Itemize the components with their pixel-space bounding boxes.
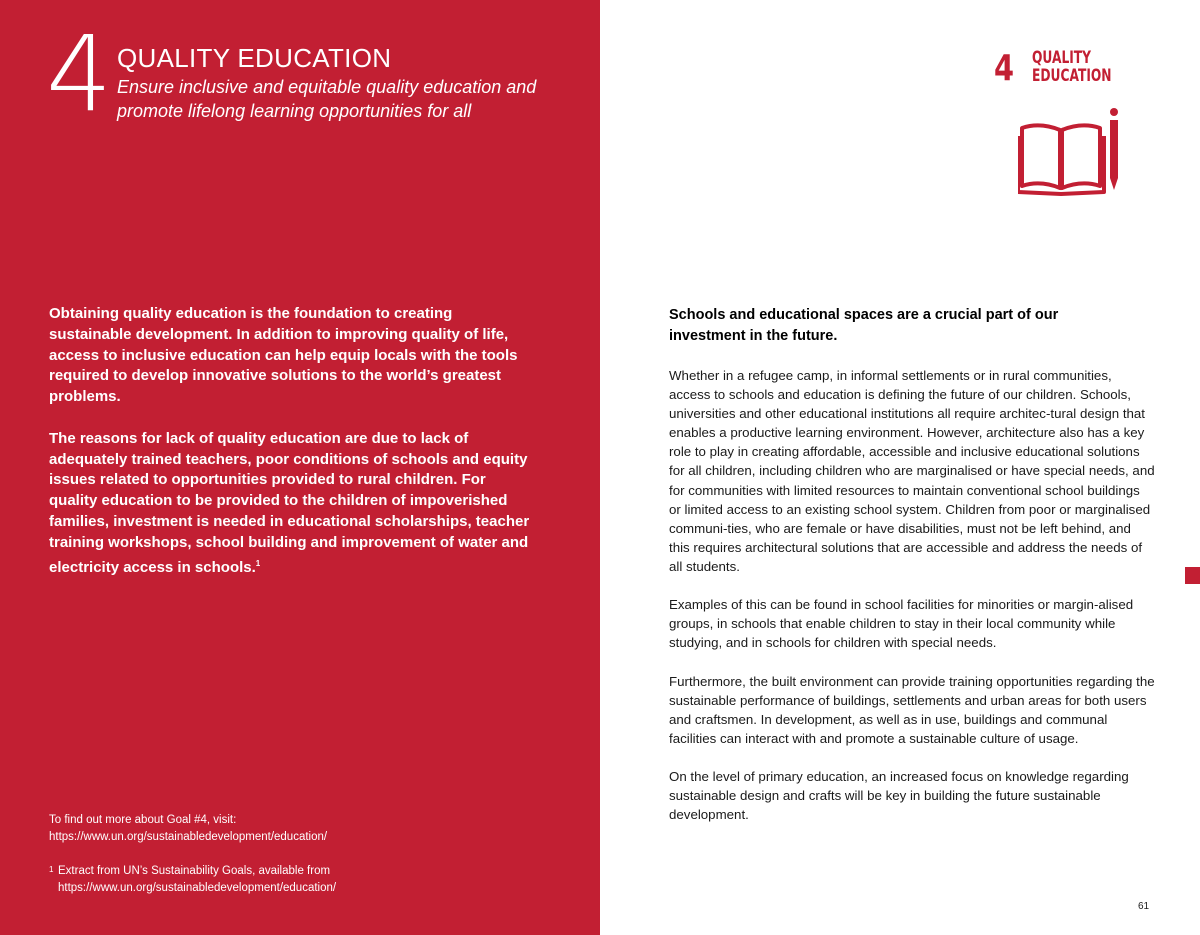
book-and-pencil-icon xyxy=(1018,106,1124,196)
more-info-label: To find out more about Goal #4, visit: xyxy=(49,814,237,826)
sdg-goal-badge xyxy=(994,46,1122,196)
body-paragraph: Whether in a refugee camp, in informal settlements or in rural communities, access to schools and education is defining the future of our children. Schools, universities and other educational institutions all require architec-tural design that enables a productive learning environment. However, architecture also has a key role to play in creating affordable, accessible and inclusive educational solutions for all children, including children who are marginalised or have special needs, and for communities with limited resources to maintain conventional school buildings or limited access to an existing school system. Children from poor or marginalised communi-ties, who are female or have disabilities, must not be left behind, and this requires architectural solutions that are accessible and address the needs of all students. xyxy=(669,368,1155,574)
body-text xyxy=(669,366,1155,843)
goal-title: QUALITY EDUCATION xyxy=(117,43,392,73)
chapter-tab-marker xyxy=(1185,567,1200,584)
body-paragraph: Examples of this can be found in school facilities for minorities or margin-alised groups, in schools that enable children to stay in their local community while studying, and in schools for children with special needs. xyxy=(669,597,1134,651)
footnote-ref: 1 xyxy=(255,558,261,568)
footnote-link[interactable]: https://www.un.org/sustainabledevelopment/education/ xyxy=(58,882,337,894)
footnote-1 xyxy=(49,863,549,897)
sdg-badge-number: 4 xyxy=(994,48,1015,89)
goal-number: 4 xyxy=(46,13,109,135)
intro-paragraph: The reasons for lack of quality education are due to lack of adequately trained teachers, poor conditions of schools and equity issues related to opportunities provided to rural children. For quality education to be provided to the children of impoverished families, investment is needed in educational scholarships, teacher training workshops, school building and improvement of water and electricity access in schools.$^1$ xyxy=(49,429,530,576)
intro-paragraph: Obtaining quality education is the foundation to creating sustainable development. In addition to improving quality of life, access to inclusive education can help equip locals with the tools required to develop innovative solutions to the world’s greatest problems. xyxy=(49,305,518,406)
body-paragraph: Furthermore, the built environment can provide training opportunities regarding the sustainable performance of buildings, settlements and urban areas for both users and craftsmen. In development, as well as in use, buildings and communal facilities can interact with and promote a sustainable culture of usage. xyxy=(669,673,1155,746)
footnote-marker: 1 xyxy=(49,865,54,874)
intro-text xyxy=(49,304,531,599)
page-number: 61 xyxy=(1138,901,1150,912)
sdg-badge-label: QUALITY EDUCATION xyxy=(1032,48,1112,86)
goal-subtitle: Ensure inclusive and equitable quality education and promote lifelong learning opportunities for all xyxy=(117,77,537,121)
lead-statement: Schools and educational spaces are a crucial part of our investment in the future. xyxy=(669,307,1059,344)
more-info-link[interactable]: https://www.un.org/sustainabledevelopment/education/ xyxy=(49,831,328,843)
footnotes xyxy=(49,812,549,897)
body-paragraph: On the level of primary education, an increased focus on knowledge regarding sustainable design and crafts will be key in building the future sustainable development. xyxy=(669,768,1129,823)
footnote-text: Extract from UN’s Sustainability Goals, available from xyxy=(58,865,331,877)
